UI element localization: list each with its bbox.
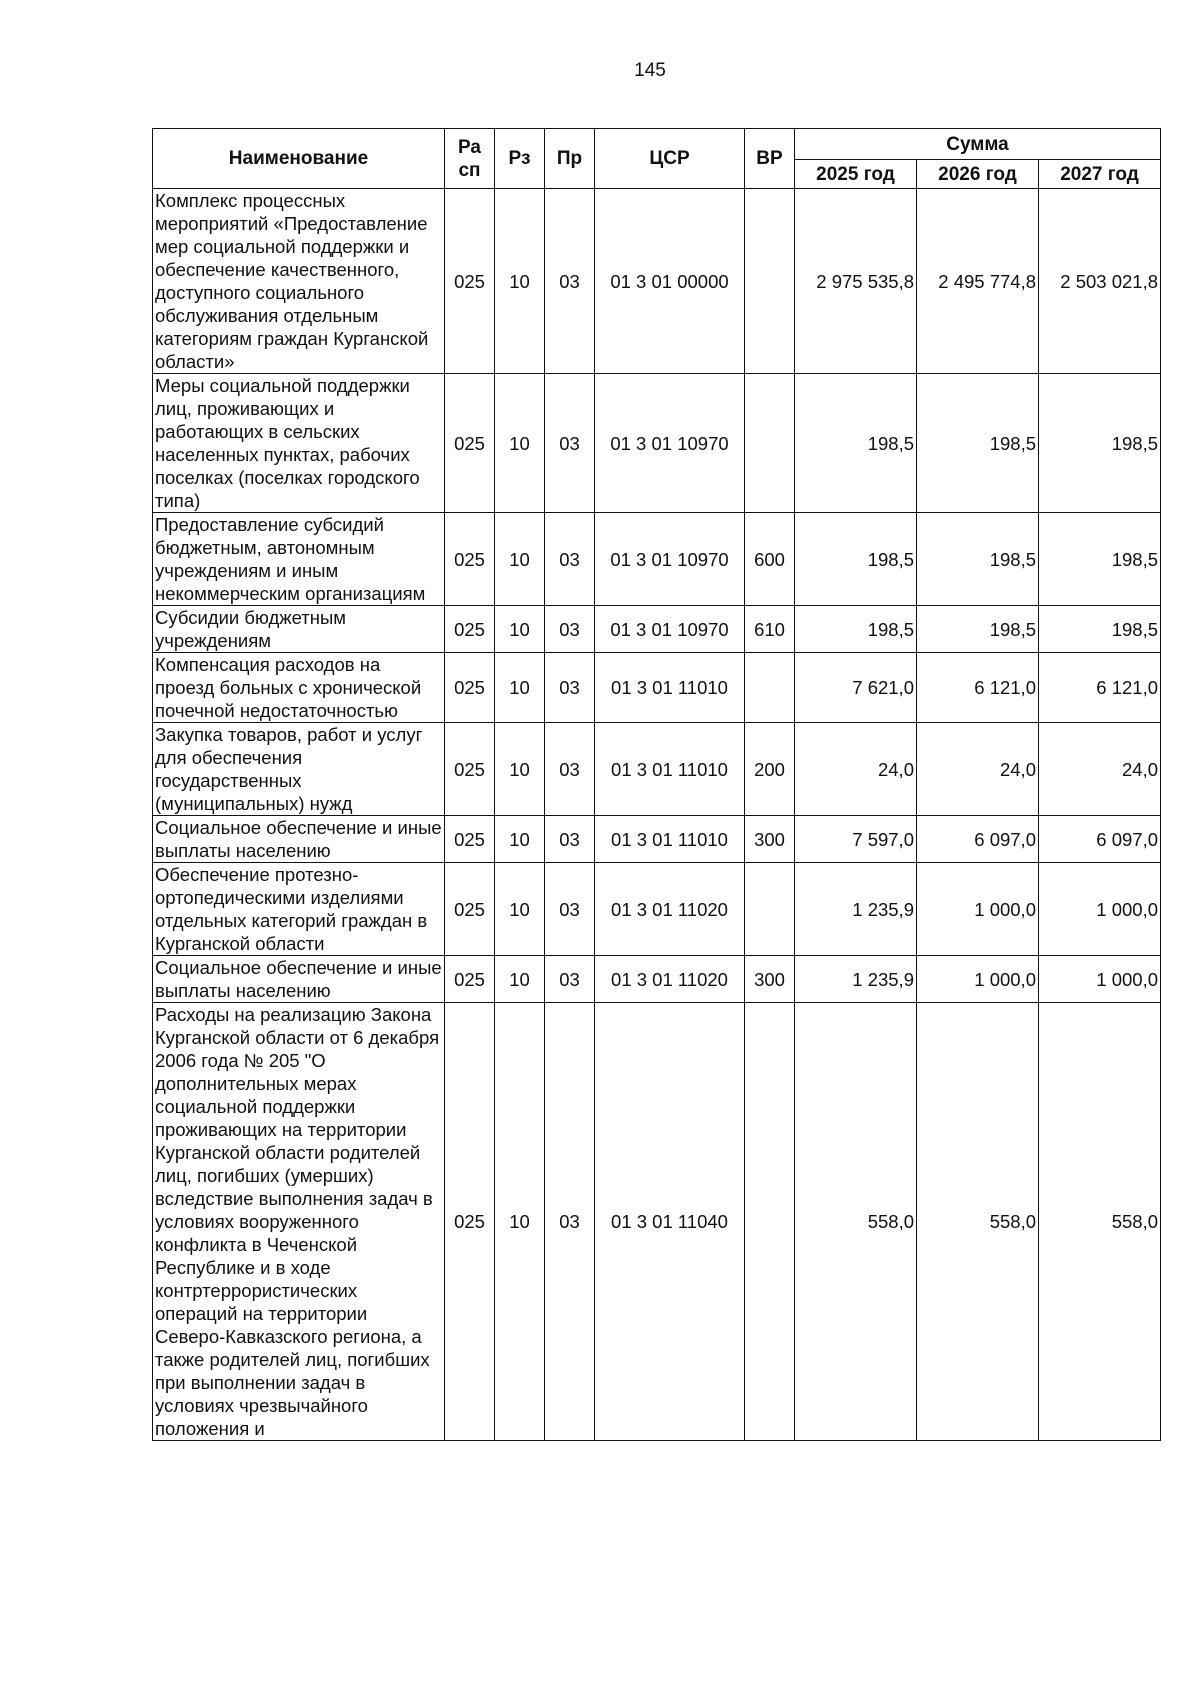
row-sum-2025: 198,5 xyxy=(795,606,917,653)
row-rasp: 025 xyxy=(445,863,495,956)
table-row xyxy=(153,513,1161,606)
row-rasp: 025 xyxy=(445,606,495,653)
row-sum-2026: 198,5 xyxy=(917,513,1039,606)
row-vr: 200 xyxy=(745,723,795,816)
header-pr: Пр xyxy=(545,129,595,189)
row-rz: 10 xyxy=(495,956,545,1003)
table-row xyxy=(153,723,1161,816)
row-rasp: 025 xyxy=(445,816,495,863)
table-body xyxy=(153,189,1161,1441)
row-csr: 01 3 01 11010 xyxy=(595,816,745,863)
header-vr: ВР xyxy=(745,129,795,189)
row-csr: 01 3 01 11040 xyxy=(595,1003,745,1441)
row-rasp: 025 xyxy=(445,723,495,816)
row-vr xyxy=(745,653,795,723)
table-row xyxy=(153,863,1161,956)
row-sum-2025: 198,5 xyxy=(795,513,917,606)
row-rasp: 025 xyxy=(445,189,495,374)
row-rasp: 025 xyxy=(445,653,495,723)
row-csr: 01 3 01 10970 xyxy=(595,513,745,606)
row-sum-2026: 6 121,0 xyxy=(917,653,1039,723)
row-sum-2025: 1 235,9 xyxy=(795,863,917,956)
row-sum-2027: 1 000,0 xyxy=(1039,863,1161,956)
row-name: Комплекс процессных мероприятий «Предоставление мер социальной поддержки и обеспечение качественного, доступного социального обслуживания отдельным категориям граждан Курганской области» xyxy=(153,189,445,374)
header-csr: ЦСР xyxy=(595,129,745,189)
row-rz: 10 xyxy=(495,1003,545,1441)
row-sum-2027: 1 000,0 xyxy=(1039,956,1161,1003)
row-sum-2027: 2 503 021,8 xyxy=(1039,189,1161,374)
row-name: Закупка товаров, работ и услуг для обеспечения государственных (муниципальных) нужд xyxy=(153,723,445,816)
row-vr xyxy=(745,1003,795,1441)
row-vr: 610 xyxy=(745,606,795,653)
row-csr: 01 3 01 11010 xyxy=(595,653,745,723)
row-pr: 03 xyxy=(545,189,595,374)
row-pr: 03 xyxy=(545,374,595,513)
table-header xyxy=(153,129,1161,189)
page-number: 145 xyxy=(634,60,666,81)
row-name: Социальное обеспечение и иные выплаты населению xyxy=(153,816,445,863)
table-row xyxy=(153,189,1161,374)
row-vr: 600 xyxy=(745,513,795,606)
row-sum-2027: 198,5 xyxy=(1039,374,1161,513)
row-sum-2025: 7 597,0 xyxy=(795,816,917,863)
table-row xyxy=(153,653,1161,723)
row-sum-2027: 558,0 xyxy=(1039,1003,1161,1441)
row-vr xyxy=(745,374,795,513)
row-csr: 01 3 01 00000 xyxy=(595,189,745,374)
header-year-2027: 2027 год xyxy=(1039,160,1161,189)
table-row xyxy=(153,956,1161,1003)
row-vr xyxy=(745,863,795,956)
row-rasp: 025 xyxy=(445,956,495,1003)
row-csr: 01 3 01 11020 xyxy=(595,956,745,1003)
row-sum-2027: 198,5 xyxy=(1039,513,1161,606)
row-sum-2026: 558,0 xyxy=(917,1003,1039,1441)
row-rasp: 025 xyxy=(445,1003,495,1441)
row-sum-2026: 1 000,0 xyxy=(917,863,1039,956)
row-sum-2026: 24,0 xyxy=(917,723,1039,816)
table-row xyxy=(153,606,1161,653)
header-name: Наименование xyxy=(153,129,445,189)
row-rz: 10 xyxy=(495,816,545,863)
header-rz: Рз xyxy=(495,129,545,189)
header-rasp-line1: Ра xyxy=(458,136,481,158)
row-sum-2025: 7 621,0 xyxy=(795,653,917,723)
row-name: Компенсация расходов на проезд больных с хронической почечной недостаточностью xyxy=(153,653,445,723)
row-rz: 10 xyxy=(495,863,545,956)
row-rz: 10 xyxy=(495,723,545,816)
table-row xyxy=(153,374,1161,513)
row-sum-2027: 24,0 xyxy=(1039,723,1161,816)
row-pr: 03 xyxy=(545,816,595,863)
header-sum: Сумма xyxy=(795,129,1161,160)
header-rasp xyxy=(445,129,495,189)
row-pr: 03 xyxy=(545,863,595,956)
row-rz: 10 xyxy=(495,653,545,723)
row-sum-2027: 198,5 xyxy=(1039,606,1161,653)
row-sum-2025: 24,0 xyxy=(795,723,917,816)
row-rz: 10 xyxy=(495,513,545,606)
row-pr: 03 xyxy=(545,723,595,816)
row-name: Меры социальной поддержки лиц, проживающих и работающих в сельских населенных пунктах, рабочих поселках (поселках городского типа) xyxy=(153,374,445,513)
row-vr: 300 xyxy=(745,816,795,863)
row-name: Субсидии бюджетным учреждениям xyxy=(153,606,445,653)
row-name: Обеспечение протезно-ортопедическими изделиями отдельных категорий граждан в Курганской области xyxy=(153,863,445,956)
row-rz: 10 xyxy=(495,189,545,374)
row-csr: 01 3 01 11010 xyxy=(595,723,745,816)
budget-table xyxy=(152,128,1161,1441)
row-sum-2026: 2 495 774,8 xyxy=(917,189,1039,374)
row-rz: 10 xyxy=(495,606,545,653)
row-rasp: 025 xyxy=(445,374,495,513)
row-sum-2026: 198,5 xyxy=(917,374,1039,513)
row-csr: 01 3 01 10970 xyxy=(595,606,745,653)
row-sum-2025: 2 975 535,8 xyxy=(795,189,917,374)
row-sum-2026: 6 097,0 xyxy=(917,816,1039,863)
row-pr: 03 xyxy=(545,1003,595,1441)
row-vr xyxy=(745,189,795,374)
table-row xyxy=(153,816,1161,863)
row-sum-2026: 198,5 xyxy=(917,606,1039,653)
row-sum-2025: 558,0 xyxy=(795,1003,917,1441)
row-name: Социальное обеспечение и иные выплаты населению xyxy=(153,956,445,1003)
row-sum-2025: 1 235,9 xyxy=(795,956,917,1003)
row-csr: 01 3 01 10970 xyxy=(595,374,745,513)
table-row xyxy=(153,1003,1161,1441)
header-rasp-line2: сп xyxy=(458,159,481,181)
row-sum-2025: 198,5 xyxy=(795,374,917,513)
header-year-2025: 2025 год xyxy=(795,160,917,189)
header-year-2026: 2026 год xyxy=(917,160,1039,189)
row-sum-2027: 6 121,0 xyxy=(1039,653,1161,723)
row-pr: 03 xyxy=(545,653,595,723)
row-sum-2026: 1 000,0 xyxy=(917,956,1039,1003)
row-pr: 03 xyxy=(545,513,595,606)
row-csr: 01 3 01 11020 xyxy=(595,863,745,956)
row-vr: 300 xyxy=(745,956,795,1003)
row-rz: 10 xyxy=(495,374,545,513)
row-pr: 03 xyxy=(545,606,595,653)
row-name: Расходы на реализацию Закона Курганской области от 6 декабря 2006 года № 205 "О дополнительных мерах социальной поддержки проживающих на территории Курганской области родителей лиц, погибших (умерших) вследствие выполнения задач в условиях вооруженного конфликта в Чеченской Республике и в ходе контртеррористических операций на территории Северо-Кавказского региона, а также родителей лиц, погибших при выполнении задач в условиях чрезвычайного положения и xyxy=(153,1003,445,1441)
row-sum-2027: 6 097,0 xyxy=(1039,816,1161,863)
row-name: Предоставление субсидий бюджетным, автономным учреждениям и иным некоммерческим организациям xyxy=(153,513,445,606)
row-pr: 03 xyxy=(545,956,595,1003)
row-rasp: 025 xyxy=(445,513,495,606)
